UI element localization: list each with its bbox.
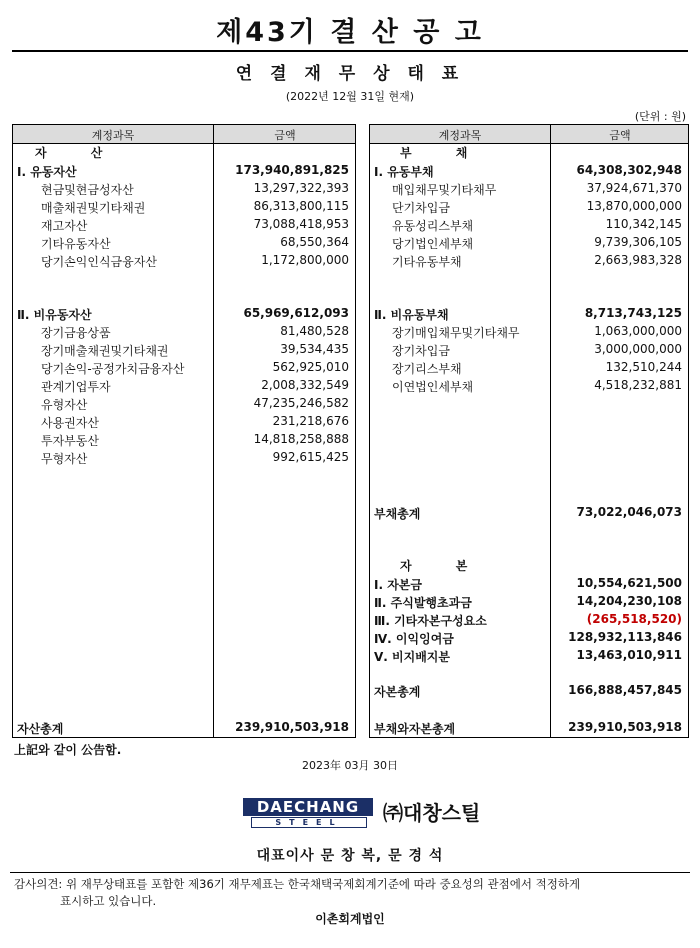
table-row: 장기매출채권및기타채권 39,534,435 (41, 342, 349, 358)
company-logo (243, 798, 373, 828)
logo-subtext: STEEL (251, 817, 367, 828)
table-row: 기타유동부채 2,663,983,328 (392, 253, 682, 269)
liabilities-equity-table (369, 124, 689, 738)
table-row: Ⅱ. 비유동자산 65,969,612,093 (17, 306, 349, 322)
table-row: Ⅰ. 자본금 10,554,621,500 (374, 576, 682, 592)
table-row: 기타유동자산 68,550,364 (41, 235, 349, 251)
liabilities-table-header (370, 125, 688, 144)
table-row: 유동성리스부채 110,342,145 (392, 217, 682, 233)
amount-header: 금액 (274, 129, 296, 142)
ceo-names: 대표이사 문 창 복, 문 경 석 (256, 848, 444, 864)
as-of-date: (2022년 12월 31일 현재) (285, 90, 415, 103)
table-row: 관계기업투자 2,008,332,549 (41, 378, 349, 394)
audit-opinion-line-2: 표시하고 있습니다. (60, 894, 157, 908)
statement-title: 연 결 재 무 상 태 표 (235, 64, 465, 84)
table-row: 사용권자산 231,218,676 (41, 414, 349, 430)
total-row-liabilities-equity: 부채와자본총계 239,910,503,918 (374, 720, 682, 736)
table-row: Ⅱ. 비유동부채 8,713,743,125 (374, 306, 682, 322)
audit-opinion-line-1: 감사의견: 위 재무상태표를 포함한 제36기 재무제표는 한국채택국제회계기준에 따라 중요성의 관점에서 적정하게 (14, 877, 581, 891)
table-row: 단기차입금 13,870,000,000 (392, 199, 682, 215)
table-row: 장기매입채무및기타채무 1,063,000,000 (392, 324, 682, 340)
table-row: 투자부동산 14,818,258,888 (41, 432, 349, 448)
table-row: 매입채무및기타채무 37,924,671,370 (392, 181, 682, 197)
title-divider (12, 50, 688, 52)
notice-title: 제43기 결 산 공 고 (216, 17, 484, 48)
table-row: 재고자산 73,088,418,953 (41, 217, 349, 233)
announcement-text: 上記와 같이 公告함. (14, 743, 122, 757)
account-header: 계정과목 (91, 129, 135, 142)
notice-date: 2023年 03月 30日 (302, 759, 398, 772)
table-row: 장기리스부채 132,510,244 (392, 360, 682, 376)
company-name: ㈜대창스틸 (383, 801, 481, 825)
table-row: 유형자산 47,235,246,582 (41, 396, 349, 412)
table-row: 당기손익-공정가치금융자산 562,925,010 (41, 360, 349, 376)
table-row: Ⅴ. 비지배지분 13,463,010,911 (374, 648, 682, 664)
assets-table-header (13, 125, 355, 144)
total-row-liabilities: 부채총계 73,022,046,073 (374, 505, 682, 521)
audit-divider (10, 872, 690, 873)
table-row: 장기차입금 3,000,000,000 (392, 342, 682, 358)
table-row: 현금및현금성자산 13,297,322,393 (41, 181, 349, 197)
table-row: 이연법인세부채 4,518,232,881 (392, 378, 682, 394)
table-row: Ⅰ. 유동부채 64,308,302,948 (374, 163, 682, 179)
table-row: 매출채권및기타채권 86,313,800,115 (41, 199, 349, 215)
section-header-equity: 자 본 (400, 559, 488, 573)
unit-note: (단위 : 원) (634, 110, 686, 123)
section-header-liabilities: 부 채 (400, 146, 488, 160)
table-row: 당기법인세부채 9,739,306,105 (392, 235, 682, 251)
table-row: Ⅳ. 이익잉여금 128,932,113,846 (374, 630, 682, 646)
total-row-equity: 자본총계 166,888,457,845 (374, 683, 682, 699)
audit-opinion (14, 876, 686, 910)
table-row: 장기금융상품 81,480,528 (41, 324, 349, 340)
table-row: 무형자산 992,615,425 (41, 450, 349, 466)
table-row: Ⅰ. 유동자산 173,940,891,825 (17, 163, 349, 179)
assets-table (12, 124, 356, 738)
table-row: 당기손익인식금융자산 1,172,800,000 (41, 253, 349, 269)
section-header-assets: 자 산 (35, 146, 123, 160)
table-row: Ⅱ. 주식발행초과금 14,204,230,108 (374, 594, 682, 610)
auditor-name: 이촌회계법인 (315, 912, 385, 926)
account-header: 계정과목 (438, 129, 482, 142)
amount-header: 금액 (609, 129, 631, 142)
total-row-assets: 자산총계 239,910,503,918 (17, 720, 349, 736)
table-row: Ⅲ. 기타자본구성요소 (265,518,520) (374, 612, 682, 628)
logo-wordmark: DAECHANG (243, 798, 373, 816)
